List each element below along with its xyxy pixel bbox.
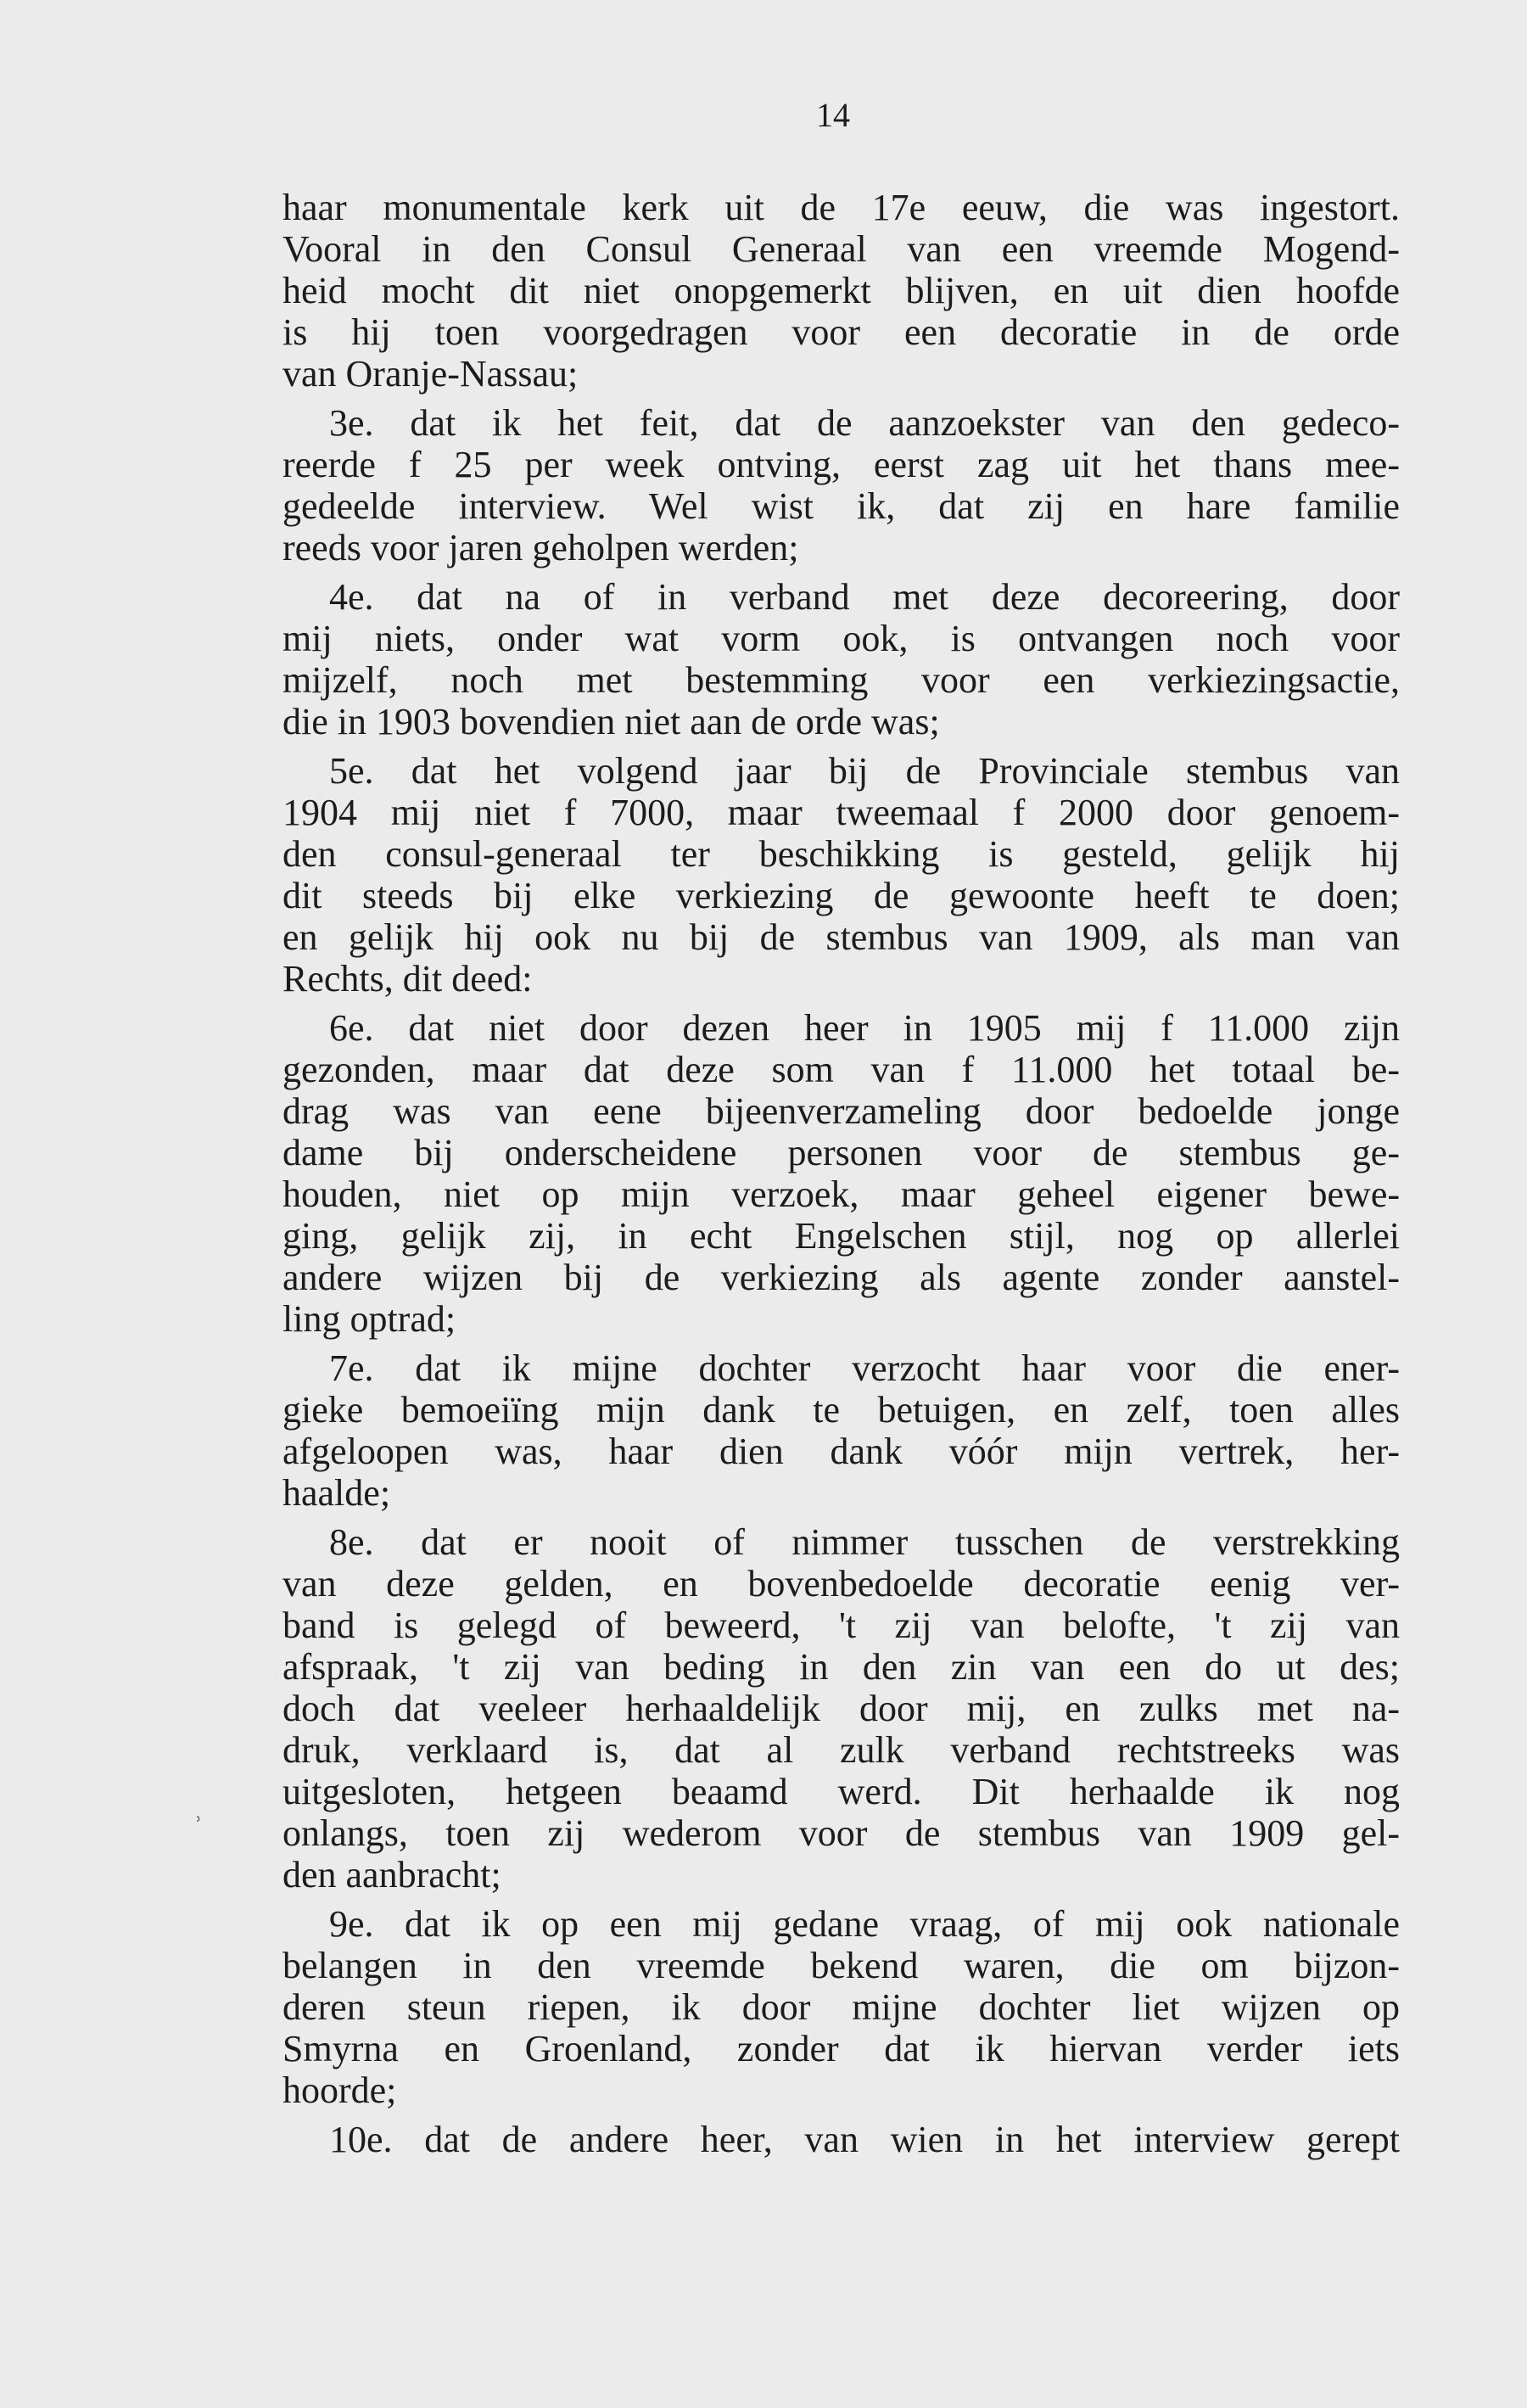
- text-line: band is gelegd of beweerd, 't zij van belofte, 't zij van: [282, 1604, 1400, 1646]
- paragraph-9e: [282, 1903, 1400, 2111]
- text-line: houden, niet op mijn verzoek, maar geheel eigener bewe-: [282, 1173, 1400, 1215]
- text-line: dit steeds bij elke verkiezing de gewoonte heeft te doen;: [282, 875, 1400, 916]
- text-line: 5e. dat het volgend jaar bij de Provinciale stembus van: [329, 750, 1400, 792]
- text-line: drag was van eene bijeenverzameling door bedoelde jonge: [282, 1090, 1400, 1132]
- page-number: 14: [816, 96, 850, 134]
- text-line: 4e. dat na of in verband met deze decoreering, door: [329, 576, 1400, 618]
- paragraph-8e: [282, 1521, 1400, 1896]
- text-line: 10e. dat de andere heer, van wien in het interview gerept: [329, 2119, 1400, 2160]
- margin-pencil-mark: ʾ: [193, 1812, 204, 1844]
- text-line: 6e. dat niet door dezen heer in 1905 mij f 11.000 zijn: [329, 1007, 1400, 1049]
- text-line: den consul-generaal ter beschikking is gesteld, gelijk hij: [282, 833, 1400, 875]
- paragraph-4e: [282, 576, 1400, 742]
- text-line: afgeloopen was, haar dien dank vóór mijn vertrek, her-: [282, 1431, 1400, 1472]
- text-line: Rechts, dit deed:: [282, 958, 533, 1000]
- text-line: is hij toen voorgedragen voor een decoratie in de orde: [282, 311, 1400, 353]
- text-line: dame bij onderscheidene personen voor de stembus ge-: [282, 1132, 1400, 1173]
- text-line: en gelijk hij ook nu bij de stembus van 1909, als man van: [282, 916, 1400, 958]
- text-line: onlangs, toen zij wederom voor de stembus van 1909 gel-: [282, 1812, 1400, 1854]
- text-line: 3e. dat ik het feit, dat de aanzoekster van den gedeco-: [329, 402, 1400, 444]
- text-line: mijzelf, noch met bestemming voor een verkiezingsactie,: [282, 659, 1400, 701]
- text-line: deren steun riepen, ik door mijne dochter liet wijzen op: [282, 1986, 1400, 2028]
- text-line: heid mocht dit niet onopgemerkt blijven, en uit dien hoofde: [282, 270, 1400, 311]
- text-line: van Oranje-Nassau;: [282, 353, 579, 395]
- text-line: ging, gelijk zij, in echt Engelschen stijl, nog op allerlei: [282, 1215, 1400, 1257]
- text-line: gieke bemoeiïng mijn dank te betuigen, en zelf, toen alles: [282, 1389, 1400, 1431]
- text-line: afspraak, 't zij van beding in den zin van een do ut des;: [282, 1646, 1400, 1688]
- text-line: reeds voor jaren geholpen werden;: [282, 527, 799, 568]
- text-line: die in 1903 bovendien niet aan de orde was;: [282, 701, 940, 742]
- text-line: ling optrad;: [282, 1298, 456, 1340]
- text-line: gezonden, maar dat deze som van f 11.000 het totaal be-: [282, 1049, 1400, 1090]
- paragraph-5e: [282, 750, 1400, 1000]
- text-line: gedeelde interview. Wel wist ik, dat zij en hare familie: [282, 485, 1400, 527]
- text-line: Vooral in den Consul Generaal van een vreemde Mogend-: [282, 228, 1400, 270]
- paragraph-continuation: [282, 187, 1400, 395]
- text-line: uitgesloten, hetgeen beaamd werd. Dit herhaalde ik nog: [282, 1771, 1400, 1812]
- text-line: mij niets, onder wat vorm ook, is ontvangen noch voor: [282, 618, 1400, 659]
- text-line: van deze gelden, en bovenbedoelde decoratie eenig ver-: [282, 1563, 1400, 1604]
- text-line: andere wijzen bij de verkiezing als agente zonder aanstel-: [282, 1257, 1400, 1298]
- text-line: 9e. dat ik op een mij gedane vraag, of mij ook nationale: [329, 1903, 1400, 1945]
- text-line: den aanbracht;: [282, 1854, 501, 1896]
- paragraph-10e: [282, 2119, 1400, 2160]
- paragraph-7e: [282, 1347, 1400, 1514]
- text-line: haar monumentale kerk uit de 17e eeuw, die was ingestort.: [282, 187, 1400, 228]
- text-line: doch dat veeleer herhaaldelijk door mij, en zulks met na-: [282, 1688, 1400, 1729]
- text-line: hoorde;: [282, 2069, 397, 2111]
- paragraph-3e: [282, 402, 1400, 568]
- text-line: belangen in den vreemde bekend waren, die om bijzon-: [282, 1945, 1400, 1986]
- text-line: Smyrna en Groenland, zonder dat ik hiervan verder iets: [282, 2028, 1400, 2069]
- body-text: [282, 187, 1400, 2160]
- paragraph-6e: [282, 1007, 1400, 1340]
- text-line: 7e. dat ik mijne dochter verzocht haar voor die ener-: [329, 1347, 1400, 1389]
- text-line: 1904 mij niet f 7000, maar tweemaal f 2000 door genoem-: [282, 792, 1400, 833]
- text-line: 8e. dat er nooit of nimmer tusschen de verstrekking: [329, 1521, 1400, 1563]
- text-line: haalde;: [282, 1472, 391, 1514]
- text-line: reerde f 25 per week ontving, eerst zag uit het thans mee-: [282, 444, 1400, 485]
- text-line: druk, verklaard is, dat al zulk verband rechtstreeks was: [282, 1729, 1400, 1771]
